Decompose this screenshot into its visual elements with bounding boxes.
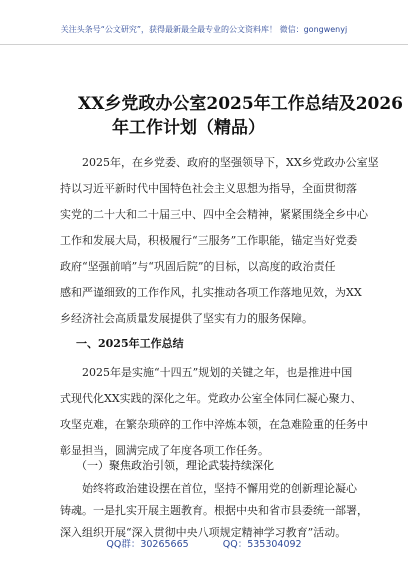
footer-qq-group: QQ群：30265665 (106, 539, 189, 550)
header-notice: 关注头条号“公文研究”，获得最新最全最专业的公文资料库！ 微信：gongwenyj (60, 25, 348, 34)
paragraph-line: 实党的二十大和二十届三中、四中全会精神，紧紧围绕全乡中心 (60, 208, 368, 221)
paragraph-line: 攻坚克难，在繁杂琐碎的工作中淬炼本领，在急难险重的任务中 (60, 418, 368, 431)
document-title-line-1: XX乡党政办公室2025年工作总结及2026 (78, 94, 404, 114)
paragraph-line: 政府“坚强前哨”与“巩固后院”的目标，以高度的政治责任 (60, 260, 336, 273)
page-header (0, 0, 408, 46)
header-divider (0, 44, 408, 45)
intro-paragraph (60, 150, 379, 332)
paragraph-line: 2025年是实施“十四五”规划的关键之年，也是推进中国 (82, 366, 353, 379)
paragraph-line: 始终将政治建设摆在首位，坚持不懈用党的创新理论凝心 (82, 482, 357, 495)
paragraph-line: 乡经济社会高质量发展提供了坚实有力的服务保障。 (60, 312, 313, 325)
paragraph-line: 工作和发展大局，积极履行“三服务”工作职能，锚定当好党委 (60, 234, 358, 247)
paragraph-line: 式现代化XX实践的深化之年。党政办公室全体同仁凝心聚力、 (60, 392, 362, 405)
paragraph-line: 彰显担当，圆满完成了年度各项工作任务。 (60, 444, 269, 457)
paragraph-line: 深入组织开展“深入贯彻中央八项规定精神学习教育”活动。 (60, 526, 347, 539)
footer-qq: QQ：535304092 (222, 539, 302, 550)
section-paragraph (60, 360, 368, 464)
subsection-paragraph (60, 478, 368, 544)
paragraph-line: 铸魂。一是扎实开展主题教育。根据中央和省市县委统一部署， (60, 504, 368, 517)
paragraph-line: 感和严谨细致的工作作风，扎实推动各项工作落地见效，为XX (60, 286, 362, 299)
document-title-line-2: 年工作计划（精品） (112, 118, 265, 138)
paragraph-line: 持以习近平新时代中国特色社会主义思想为指导，全面贯彻落 (60, 182, 357, 195)
page-footer (0, 536, 408, 550)
subsection-heading: （一）聚焦政治引领，理论武装持续深化 (76, 459, 274, 472)
section-heading: 一、2025年工作总结 (76, 337, 184, 350)
paragraph-line: 2025年，在乡党委、政府的坚强领导下，XX乡党政办公室坚 (82, 156, 379, 169)
